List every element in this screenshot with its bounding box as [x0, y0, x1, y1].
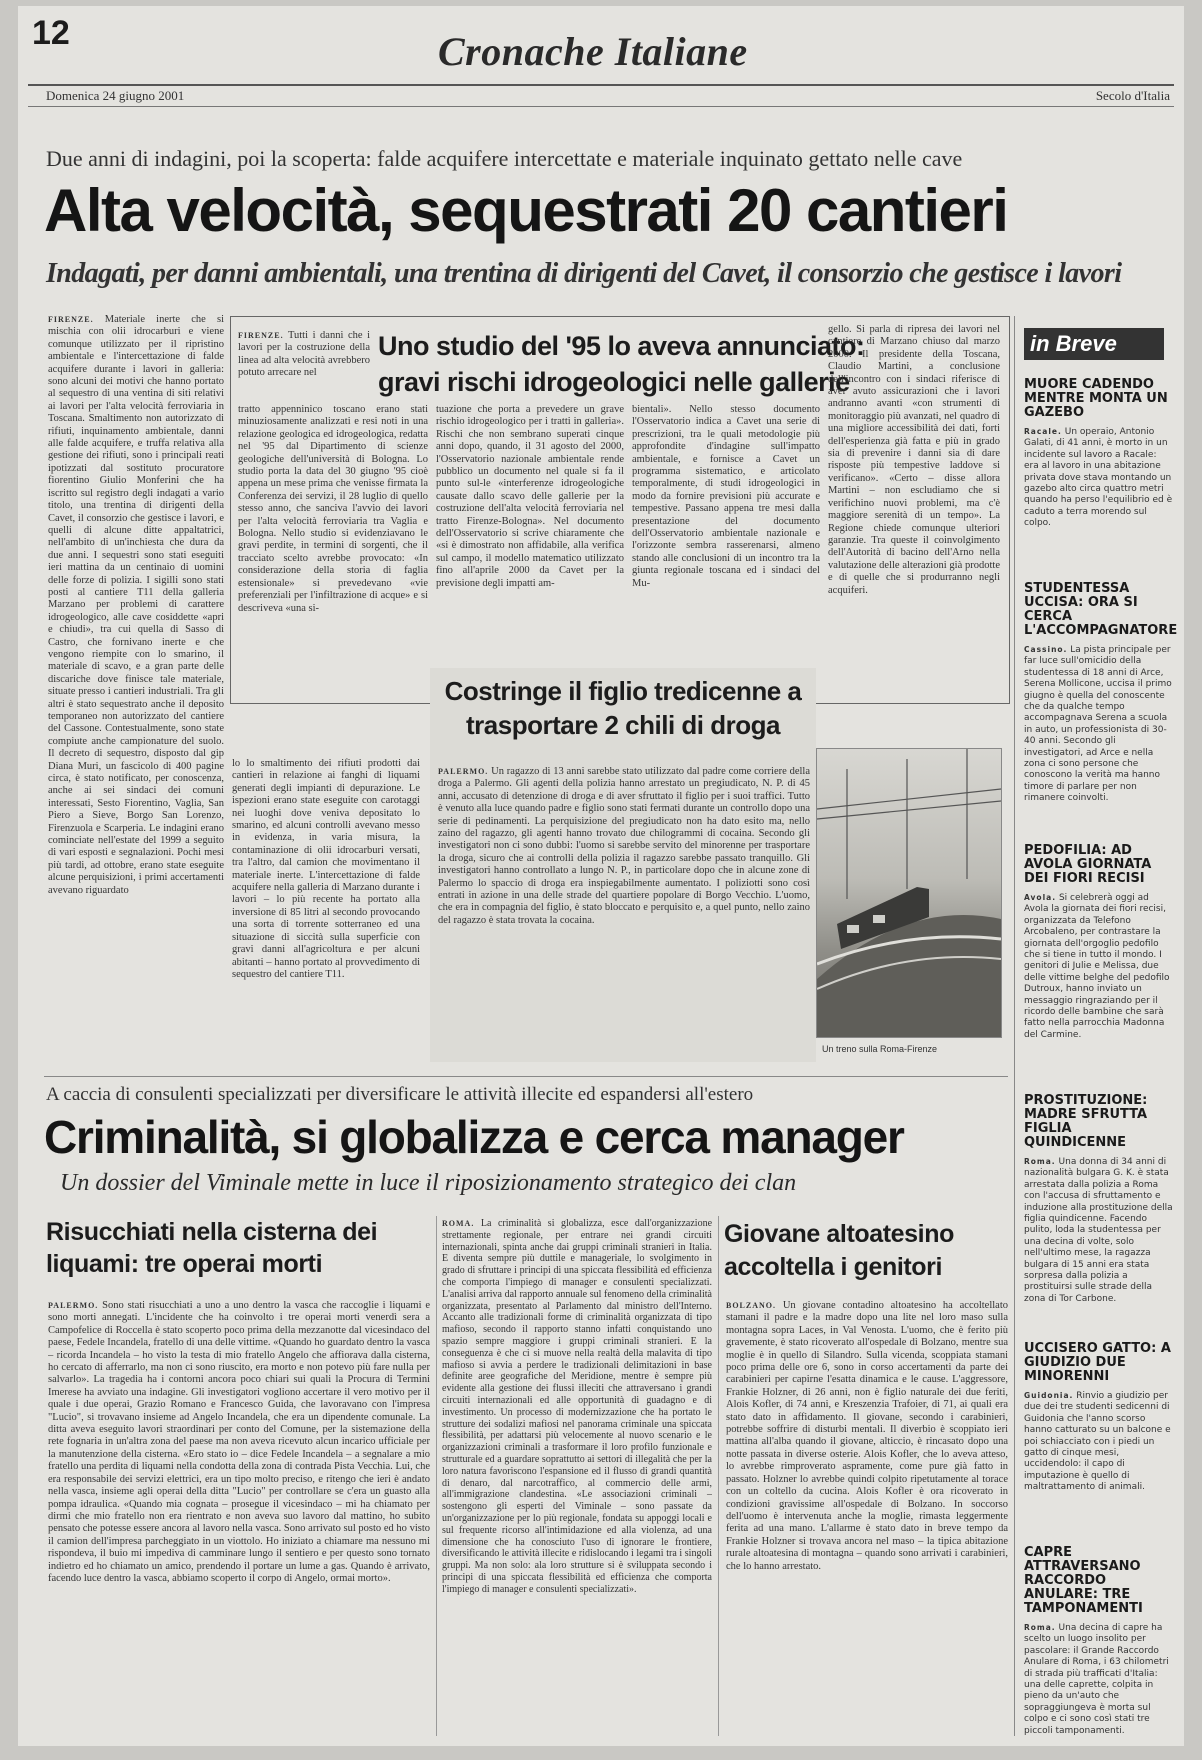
dateline: PALERMO.: [438, 767, 489, 776]
study-text-2: tuazione che porta a prevedere un grave rischio idrogeologico per i tratti in galleria». Rischi che non sembrano superati cinque anni dopo, quando, il 31 agosto del 2000, l'Osservatorio nazionale ambientale rende pubblico un documento nel quale si fa il punto sul-le «interferenze idrogeologiche causate dallo scavo delle gallerie per la costruzione dell'alta velocità ferroviaria nel tratto Firenze-Bologna». Nel documento dell'Osservatorio si scrive chiaramente che «si è dimostrato non affidabile, alla verifica sul campo, il modello matematico utilizzato fino all'aprile 2000 da Cavet per la previsione degli impatti am-: [436, 404, 624, 589]
brief-title: PROSTITUZIONE: MADRE SFRUTTA FIGLIA QUINDICENNE: [1024, 1093, 1148, 1150]
study-column-1: [238, 404, 428, 694]
brief-title: UCCISERO GATTO: A GIUDIZIO DUE MINORENNI: [1024, 1341, 1171, 1384]
brief-item: [1024, 378, 1174, 530]
dateline: FIRENZE.: [238, 331, 284, 340]
lead-headline: Alta velocità, sequestrati 20 cantieri: [44, 177, 1008, 244]
crime-text: La criminalità si globalizza, esce dall'organizzazione strettamente regionale, per entrare nei grandi circuiti internazionali, spinta anche dai gruppi criminali stranieri in Italia. E diventa sempre più duttile e manageriale, lo svolgimento in grado di sfruttare i principi di una spiccata flessibilità ed efficienza che comporta l'impiego di manager e consulenti specializzati. L'analisi arriva dal rapporto annuale sul fenomeno della criminalità organizzata, presentato al Parlamento dal ministro dell'Interno. Accanto alle tradizionali forme di criminalità organizzata di tipo mafioso, secondo il rapporto stanno infatti conquistando uno spazio sempre maggiore i gruppi criminali stranieri. E la conseguenza è che ci si muove nella realtà della malavita di tipo mafioso si avvia a perdere le tradizionali delimitazioni in base definite aree geografiche del Meridione, mentre è sempre più evidente alla gestione dei flussi illeciti che attraversano i grandi circuiti internazionali ed alle opportunità di guadagno e di investimento. Un processo di modernizzazione che ha portato le strutture dei sodalizi mafiosi nel panorama criminale una spiccata flessibilità, per adattarsi più velocemente al nuovo scenario e le organizzazioni criminali a trasformare il loro profilo funzionale e strutturale ed a guardare soprattutto ai settori di illegalità che per la loro natura favoriscono l'espansione ed il flusso di grandi quantità di denaro, dal narcotraffico, al commercio delle armi, all'immigrazione clandestina. «Le associazioni criminali – sostengono gli esperti del Viminale – sono passate da un'organizzazione per lo più regionale, fondata su appoggi locali e sul frequente ricorso all'intimidazione ed alla violenza, ad una dimensione che ha conosciuto l'uso di ignorare le frontiere, diversificando le attività illecite e ridislocando i legami tra i singoli gruppi. Ma non solo: ala loro strutture si è sviluppata secondo i principi di una spiccata flessibilità ed efficienza che comporta l'impiego di manager e consulenti specializzati».: [442, 1218, 712, 1595]
lead-text-1: Materiale inerte che si mischia con olii idrocarburi e viene comunque utilizzato per il ripristino ambientale e l'intercettazione di falde acquifere durante i lavori in galleria: sono alcuni dei motivi che hanno portato al sequestro di una ventina di siti relativi ai lavori per l'alta velocità ferroviaria in Toscana. Smaltimento non autorizzato di rifiuti, inquinamento ambientale, danni alle falde acquifere, e truffa relativa alla gestione dei rifiuti, sono i principali reati ipotizzati dal sostituto procuratore fiorentino Giulio Monferini che ha iscritto sul registro degli indagati a vario titolo, una trentina di dirigenti della Cavet, il consorzio che gestisce i lavori, e quelli di alcune ditte appaltatrici, nell'ambito di un'inchiesta che dura da due anni. I sequestri sono stati eseguiti ieri mattina da un centinaio di uomini delle forze di polizia. I sigilli sono stati posti al cantiere T11 della galleria Marzano per problemi di carattere idrogeologico, alle cave cosiddette «apri e chiudi», tra cui quella di Sasso di Castro, che fornivano inerte e che vengono riempite con lo smarino, il materiale di scavo, e a gran parte delle discariche dove finisce tale materiale, situate presso i cantieri industriali. Tra gli altri è stato sequestrato anche il deposito temporaneo non autorizzato del cantiere del Cassone. Contestualmente, sono state compiute anche campionature del suolo. Il decreto di sequestro, disposto dal gip Diana Muri, un fascicolo di 400 pagine circa, è stato notificato, per conoscenza, anche ai sei sindaci dei comuni interessati, Sesto Fiorentino, Vaglia, San Piero a Sieve, Borgo San Lorenzo, Firenzuola e Scarperia. Le indagini erano cominciate nell'estate del 1999 a seguito di vari esposti e segnalazioni. Pochi mesi più tardi, ad ottobre, erano state eseguite alcune perquisizioni, i primi accertamenti avevano riguardato: [48, 314, 224, 896]
dateline: PALERMO.: [48, 1301, 99, 1310]
lead-column-1: [48, 314, 224, 1054]
study-text-1: tratto appenninico toscano erano stati minuziosamente analizzati e resi noti in una relazione geologica ed idrogeologica, redatta nel '95 dal Dipartimento di scienze geologiche dell'università di Bologna. Lo studio porta la data del 30 giugno '95 cioè appena un mese prima che venisse firmata la Conferenza dei servizi, il 28 luglio di quello stesso anno, che sanciva l'avvio dei lavori per l'alta velocità ferroviaria tra Vaglia e Bologna. Nello studio si evidenziavano le gravi perdite, in termini di sorgenti, che il tracciato scelto avrebbe provocato: «In considerazione della storia di faglia estensionale» si prevedevano «vie preferenziali per l'infiltrazione di acque» e si descriveva «una si-: [238, 404, 428, 614]
sewer-headline: Risucchiati nella cisterna dei liquami: tre operai morti: [46, 1218, 378, 1278]
drug-body: [438, 766, 810, 1056]
study-column-3: [632, 404, 820, 694]
sidebar-divider: [1014, 316, 1015, 1736]
drug-text: Un ragazzo di 13 anni sarebbe stato utilizzato dal padre come corriere della droga a Palermo. Gli agenti della polizia hanno arrestato un pregiudicato, N. P. di 45 anni, accusato di detenzione di droga e di aver sfruttato il figlio per i suoi traffici. Tutto è venuto alla luce quando padre e figlio sono stati fermati durante un controllo dopo una serie di pedinamenti. La perquisizione del pregiudicato non ha dato esito ma, nello zaino del ragazzo, gli agenti hanno trovato due chilogrammi di cocaina. Secondo gli investigatori non ci sono dubbi: l'uomo si sarebbe servito del minorenne per trasportare la droga, sicuro che ai controlli della polizia il ragazzo sarebbe passato tranquillo. Gli investigatori hanno controllato a lungo N. P., in particolare dopo che in alcune zone di Palermo lo spaccio di droga era inspiegabilmente aumentato. I poliziotti sono così entrati in azione in una delle strade del quartiere popolare di Borgo Vecchio. L'uomo, che era in compagnia del figlio, è stato bloccato e perquisito e, a quel punto, nello zaino del ragazzo è stata trovata la cocaina.: [438, 766, 810, 926]
study-intro: [238, 330, 370, 402]
brief-title: PEDOFILIA: AD AVOLA GIORNATA DEI FIORI RECISI: [1024, 843, 1152, 886]
brief-item: [1024, 844, 1174, 1041]
dateline: Guidonia.: [1024, 1391, 1074, 1400]
masthead-rule: [28, 84, 1174, 86]
study-text-3: bientali». Nello stesso documento l'Osservatorio indica a Cavet una serie di prescrizioni, tra le quali metodologie più approfondite d'indagine sull'impatto ambientale, e fornisce a Cavet un programma sistematico, e articolato temporalmente, di studi idrogeologici in modo da fornire previsioni più accurate e tempestive. Passano appena tre mesi dalla presentazione del documento dell'Osservatorio ambientale nazionale e l'orizzonte sembra rasserenarsi, almeno stando alle conclusioni di un incontro tra la giunta regionale toscana ed i sindaci del Mu-: [632, 404, 820, 589]
issue-date: Domenica 24 giugno 2001: [46, 88, 185, 103]
brief-text: La pista principale per far luce sull'omicidio della studentessa di 18 anni di Arce, Serena Mollicone, uccisa il primo giugno è quella del conoscente che da qualche tempo accompagnava Serena a scuola in auto, un professionista di 30-40 anni. Secondo gli investigatori, ad Arce e nella zona ci sono persone che conoscono la verità ma hanno timore di parlare per non rimanere coinvolti.: [1024, 645, 1172, 804]
dateline: Roma.: [1024, 1623, 1056, 1632]
brief-item: [1024, 1094, 1174, 1305]
dateline: FIRENZE.: [48, 315, 94, 324]
brief-text: Una donna di 34 anni di nazionalità bulgara G. K. è stata arrestata dalla polizia a Roma con l'accusa di sfruttamento e induzione alla prostituzione della figlia quindicenne. Facendo pulito, loda la studentessa per una decina di volte, solo nell'ultimo mese, la ragazza bulgara di 15 anni era stata sorpresa dalla polizia a prostituirsi sulle strade della zona di Tor Carbone.: [1024, 1157, 1173, 1304]
sewer-text: Sono stati risucchiati a uno a uno dentro la vasca che raccoglie i liquami e sono morti annegati. L'incidente che ha coinvolto i tre operai morti venerdì sera a Campofelice di Roccella è stato scoperto poco prima della mezzanotte dal vicesindaco del paese, Fedele Incandela, fratello di una delle vittime. «Quando ho guardato dentro la vasca – ricorda Incandela – ho visto la testa di mio fratello Angelo che affiorava dalla cisterna, ho cercato di afferrarlo, ma non ci sono riuscito, era morto e non potevo più fare nulla per salvarlo». La tragedia ha i contorni ancora poco chiari sui quali la Procura di Termini Imerese ha avviato una indagine. Gli investigatori vogliono accertare il vero motivo per il quale i due operai, Grazio Romano e Francesco Guida, che lavoravano con l'impresa "Lucio", si trovavano insieme ad Angelo Incandela, che era un dipendente comunale. La ditta aveva eseguito lavori straordinari per conto del Comune, per la sistemazione della rete fognaria in un'altra zona del paese ma non aveva ricevuto alcun incarico ufficiale per la manutenzione della cisterna. «Ero stato io – dice Fedele Incandela – a segnalare a mio fratello una perdita di liquami nella condotta della zona di contrada Pista Vecchia. Lui, che era responsabile dei servizi elettrici, era un tipo molto preciso, e ritengo che ieri è andato nella vasca, insieme agli operai della ditta "Lucio" per controllare se c'era un guasto alla pompa idraulica. «Quando mia cognata – prosegue il vicesindaco – mi ha chiamato per dirmi che mio fratello non era rientrato e non aveva suo lavoro dal mattino, ho subito pensato che potesse essere ancora al lavoro nella vasca. Sono arrivato sul posto ed ho visto il camion dell'impresa parcheggiato in un viottolo. Ho iniziato a chiamare ma nessuno mi rispondeva, il buio mi impediva di camminare lungo il sentiero e per questo sono tornato indietro ed ho chiamato un amico, prendendo il portare un lume a gas. Quando è arrivato, facendo luce dentro la vasca, abbiamo scoperto il corpo di Angelo, ormai morto».: [48, 1300, 430, 1584]
brief-text: Una decina di capre ha scelto un luogo insolito per pascolare: il Grande Raccordo Anulare di Roma, i 63 chilometri di strada più trafficati d'Italia: una delle caprette, colpita in pieno da un'auto che sopraggiungeva è morta sul colpo e ci sono così stati tre piccoli tamponamenti.: [1024, 1623, 1169, 1736]
dateline: BOLZANO.: [726, 1301, 777, 1310]
crime-body: [442, 1218, 712, 1736]
study-headline: Uno studio del '95 lo aveva annunciato: gravi rischi idrogeologici nelle gallerie: [378, 331, 865, 397]
date-rule: [28, 106, 1174, 107]
train-photo: [816, 748, 1002, 1038]
study-column-2: [436, 404, 624, 694]
section-title: Cronache Italiane: [438, 29, 748, 74]
brief-text: Un operaio, Antonio Galati, di 41 anni, è morto in un incidente sul lavoro a Racale: era al lavoro in una abitazione privata dove stava montando un gazebo alto circa quattro metri quando ha perso l'equilibrio ed è caduto a terra morendo sul colpo.: [1024, 427, 1173, 529]
brief-item: [1024, 581, 1178, 805]
study-intro-text: Tutti i danni che i lavori per la costruzione della linea ad alta velocità avrebbero potuto arrecare nel: [238, 330, 370, 379]
brief-text: Si celebrerà oggi ad Avola la giornata dei fiori recisi, organizzata da Telefono Arcobaleno, per contrastare la giornata dell'orgoglio pedofilo che si tiene in tutto il mondo. I genitori di Julie e Melissa, due delle vittime belghe del pedofilo Dutroux, hanno inviato un messaggio ringraziando per il ricordo delle bambine che sarà fatto nella parrocchia Madonna del Carmine.: [1024, 893, 1170, 1040]
lead-kicker: Due anni di indagini, poi la scoperta: falde acquifere intercettate e materiale inquinato gettato nelle cave: [46, 146, 963, 171]
sewer-body: [48, 1300, 430, 1736]
lead-text-2: lo lo smaltimento dei rifiuti prodotti dai cantieri in relazione ai fanghi di liquami generati degli impianti di depurazione. Le ispezioni erano state eseguite con carotaggi nei luoghi dove veniva depositato lo smarino, ed alcuni controlli avevano messo in evidenza, in varia misura, la contaminazione di olii idrocarburi versati, tra l'altro, dal camion che movimentano il materiale inerte. L'intercettazione di falde acquifere nella galleria di Marzano durante i lavori – lo più recente ha portato alla inversione di 85 litri al secondo provocando una sorta di torrente sotterraneo ed una situazione di siccità sulla superficie con gravi danni all'agricoltura e per alcuni abitanti – hanno portato al provvedimento di sequestro del cantiere T11.: [232, 758, 420, 980]
brief-item: [1024, 1546, 1174, 1737]
study-column-4: [828, 324, 1000, 694]
crime-headline: Criminalità, si globalizza e cerca manager: [44, 1111, 904, 1163]
column-rule: [718, 1216, 719, 1736]
newspaper-name: Secolo d'Italia: [1095, 88, 1170, 103]
study-text-4: gello. Si parla di ripresa dei lavori nel cantiere di Marzano chiuso dal marzo 2000. Il presidente della Toscana, Claudio Martini, a conclusione dell'incontro con i sindaci riferisce di aver avuto assicurazioni che i lavori andranno avanti «con strumenti di monitoraggio più avanzati, nel quadro di una migliore accessibilità dei dati, forti dell'esperienza già fatta e più in grado sia di prevenire i danni sia di dare risposte più tempestive laddove si verificano». «Certo – disse allora Martini – non escludiamo che si verifichino nuovi problemi, ma c'è maggiore serenità di un tempo». La Regione chiede comunque ulteriori garanzie. Tra queste il coinvolgimento dell'Autorità di bacino dell'Arno nella valutazione delle alterazioni già prodotte e di quelle che si produrranno negli acquiferi.: [828, 324, 1000, 596]
dateline: Cassino.: [1024, 645, 1068, 654]
in-breve-logo: in Breve: [1024, 328, 1164, 360]
section-rule: [44, 1076, 1008, 1077]
dateline: Racale.: [1024, 427, 1062, 436]
brief-title: MUORE CADENDO MENTRE MONTA UN GAZEBO: [1024, 377, 1168, 420]
brief-title: CAPRE ATTRAVERSANO RACCORDO ANULARE: TRE TAMPONAMENTI: [1024, 1545, 1143, 1616]
brief-title: STUDENTESSA UCCISA: ORA SI CERCA L'ACCOMPAGNATORE: [1024, 581, 1178, 638]
lead-column-2: [232, 758, 420, 1058]
brief-text: Rinvio a giudizio per due dei tre studenti sedicenni di Guidonia che l'anno scorso hanno catturato su un balcone e poi schiacciato con i piedi un gatto di cinque mesi, uccidendolo: il capo di imputazione è quello di maltrattamento di animali.: [1024, 1391, 1171, 1493]
drug-headline: Costringe il figlio tredicenne a trasportare 2 chili di droga: [444, 676, 802, 740]
newspaper-page: [18, 6, 1184, 1746]
column-rule: [436, 1216, 437, 1736]
photo-caption: Un treno sulla Roma-Firenze: [822, 1044, 938, 1054]
crime-kicker: A caccia di consulenti specializzati per diversificare le attività illecite ed espandersi all'estero: [46, 1084, 754, 1105]
stab-headline: Giovane altoatesino accoltella i genitori: [724, 1220, 954, 1281]
dateline: Roma.: [1024, 1157, 1056, 1166]
lead-subhead: Indagati, per danni ambientali, una trentina di dirigenti del Cavet, il consorzio che gestisce i lavori: [46, 258, 1122, 289]
crime-subhead: Un dossier del Viminale mette in luce il riposizionamento strategico dei clan: [60, 1170, 797, 1196]
page-number: 12: [32, 14, 70, 52]
stab-text: Un giovane contadino altoatesino ha accoltellato stamani il padre e la madre dopo una lite nel loro maso sulla montagna sopra Laces, in Val Venosta. L'uomo, che è ferito più gravemente, è stato ricoverato all'ospedale di Bolzano, mentre sua moglie è in quello di Silandro. Sulla vicenda, scoppiata stamani poco prima delle ore 6, sono in corso accertamenti da parte dei carabinieri per capirne l'esatta dinamica e le cause. L'aggressore, Frankie Holzner, di 26 anni, non è figlio naturale dei due feriti, Alois Kofler, di 74 anni, e Kreszenzia Trafoier, di 71, ai quali era stato dato in affidamento. Il giovane, secondo i carabinieri, potrebbe soffrire di disturbi mentali. Il diverbio è scoppiato ieri mattina all'alba quando il giovane, alticcio, è rincasato dopo una notte passata in diverse osterie. Alois Kofler, che lo aveva atteso, lo avrebbe rimproverato aspramente, come pure già fatto in passato. Holzner lo avrebbe quindi colpito ripetutamente al torace con un coltello da cucina. Alois Kofler è ora ricoverato in condizioni gravissime all'ospedale di Bolzano. In soccorso dell'uomo è intervenuta anche la moglie, rimasta leggermente ferita ad una mano. L'allarme è stato dato in breve tempo da Frankie Holzner si trovava ancora nel maso – la tipica abitazione rurale altoatesina di montagna – quando sono arrivati i carabinieri, che lo hanno arrestato.: [726, 1300, 1008, 1572]
dateline: ROMA.: [442, 1219, 475, 1228]
dateline: Avola.: [1024, 893, 1057, 902]
stab-body: [726, 1300, 1008, 1736]
train-illustration: [817, 749, 1001, 1037]
brief-item: [1024, 1342, 1174, 1494]
